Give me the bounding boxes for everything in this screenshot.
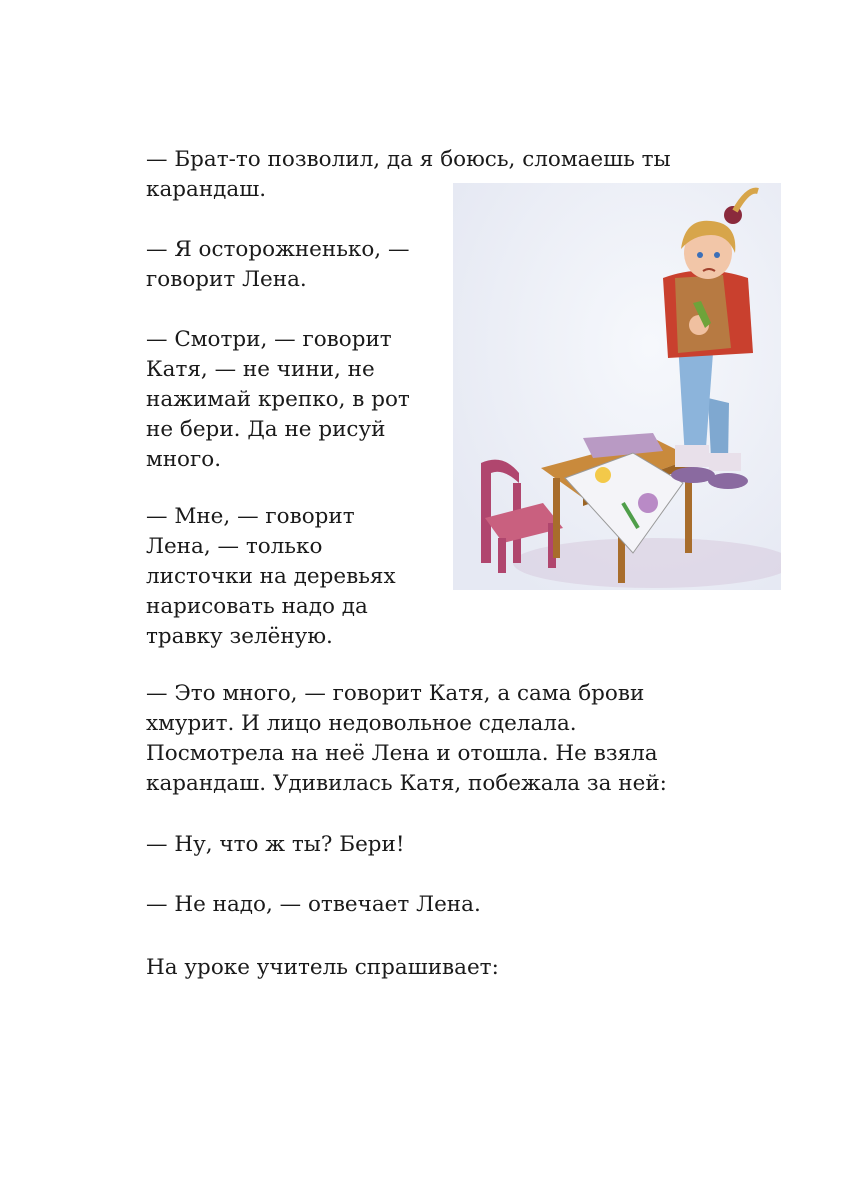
text-line: — Мне, — говорит [146,504,355,529]
text-line: не бери. Да не рисуй [146,417,386,442]
text-line: карандаш. [146,177,267,202]
paragraph-6 [146,830,405,860]
text-line: Катя, — не чини, не [146,357,375,382]
paragraph-3 [146,325,410,475]
text-line: хмурит. И лицо недовольное сделала. [146,711,577,736]
illustration-girl-at-table [453,183,781,590]
text-line: много. [146,447,222,472]
text-line: — Я осторожненько, — [146,237,410,262]
text-line: — Это много, — говорит Катя, а сама брови [146,681,645,706]
text-line: — Не надо, — отвечает Лена. [146,892,481,917]
text-line: нажимай крепко, в рот [146,387,410,412]
text-line: карандаш. Удивилась Катя, побежала за ней: [146,771,667,796]
paragraph-5 [146,679,667,799]
text-line: На уроке учитель спрашивает: [146,955,499,980]
paragraph-7 [146,890,481,920]
text-line: — Смотри, — говорит [146,327,392,352]
paragraph-4 [146,502,396,652]
text-line: Лена, — только [146,534,323,559]
text-line: — Ну, что ж ты? Бери! [146,832,405,857]
text-line: листочки на деревьях [146,564,396,589]
text-line: Посмотрела на неё Лена и отошла. Не взяла [146,741,658,766]
text-line: травку зелёную. [146,624,333,649]
text-line: нарисовать надо да [146,594,368,619]
text-line: говорит Лена. [146,267,307,292]
text-line: — Брат-то позволил, да я боюсь, сломаешь ты [146,147,671,172]
paragraph-2 [146,235,409,295]
paragraph-8 [146,953,499,983]
